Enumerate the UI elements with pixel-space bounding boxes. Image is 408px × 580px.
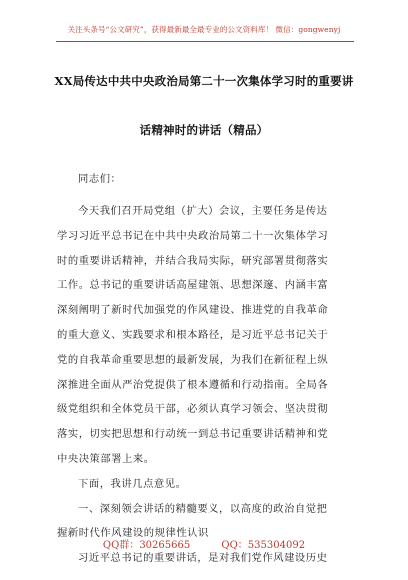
header-rule bbox=[56, 41, 354, 42]
body-line: 时的重要讲话精神，并结合我局实际，研究部署贯彻落实 bbox=[57, 254, 329, 267]
footer-qq: QQ：535304092 bbox=[221, 540, 306, 551]
body-line: 深推进全面从严治党提供了根本遵循和行动指南。全局各 bbox=[57, 378, 329, 391]
document-title-line-1: XX局传达中共中央政治局第二十一次集体学习时的重要讲 bbox=[54, 74, 354, 88]
body-line: 习近平总书记的重要讲话，是对我们党作风建设历史 bbox=[78, 552, 328, 565]
body-line: 握新时代作风建设的规律性认识 bbox=[57, 527, 209, 540]
body-line: 一、深刻领会讲话的精髓要义，以高度的政治自觉把 bbox=[78, 502, 328, 515]
header-note: 关注头条号“公文研究”，获得最新最全最专业的公文资料库！ 微信：gongwenyj bbox=[67, 25, 341, 34]
body-line: 工作。总书记的重要讲话高屋建瓴、思想深邃、内涵丰富 bbox=[57, 279, 329, 292]
body-line: 级党组织和全体党员干部，必须认真学习领会、坚决贯彻 bbox=[57, 403, 329, 416]
body-line: 党的自我革命重要思想的最新发展，为我们在新征程上纵 bbox=[57, 353, 329, 366]
body-line: 深刻阐明了新时代加强党的作风建设、推进党的自我革命 bbox=[57, 304, 329, 317]
salutation: 同志们： bbox=[78, 173, 122, 185]
body-line: 的重大意义、实践要求和根本路径，是习近平总书记关于 bbox=[57, 329, 329, 341]
body-line: 落实，切实把思想和行动统一到总书记重要讲话精神和党 bbox=[57, 428, 329, 441]
body-line: 下面，我讲几点意见。 bbox=[78, 477, 187, 490]
footer-qq-group: QQ群：30265665 bbox=[102, 540, 191, 551]
footer bbox=[0, 536, 408, 551]
body-line: 学习习近平总书记在中共中央政治局第二十一次集体学习 bbox=[57, 229, 329, 242]
body-line: 中央决策部署上来。 bbox=[57, 453, 155, 465]
document-title-line-2: 话精神时的讲话（精品） bbox=[139, 123, 269, 137]
body-line: 今天我们召开局党组（扩大）会议，主要任务是传达 bbox=[78, 205, 328, 217]
